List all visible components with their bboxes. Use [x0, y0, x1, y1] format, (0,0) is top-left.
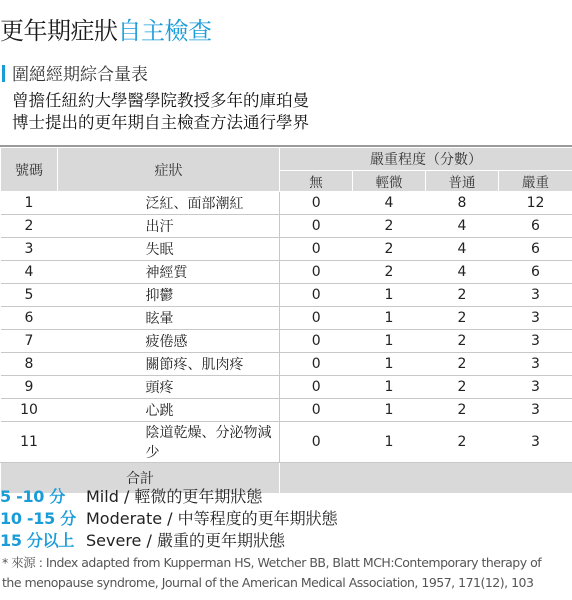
row-score: 2 [426, 399, 499, 422]
row-score: 0 [280, 422, 353, 463]
row-score: 2 [426, 353, 499, 376]
row-score: 8 [426, 192, 499, 215]
row-score: 1 [353, 330, 426, 353]
row-number: 7 [1, 330, 58, 353]
row-symptom: 陰道乾燥、分泌物減少 [58, 422, 280, 463]
row-score: 2 [353, 261, 426, 284]
subtitle-text: 圍絕經期綜合量表 [12, 65, 148, 85]
row-score: 2 [426, 376, 499, 399]
row-score: 2 [426, 284, 499, 307]
source-note [2, 553, 541, 593]
row-score: 2 [426, 330, 499, 353]
row-number: 4 [1, 261, 58, 284]
row-score: 2 [426, 307, 499, 330]
source-line: the menopause syndrome, Journal of the American Medical Association, 1957, 171(12), 103 [2, 575, 534, 590]
header-level-none: 無 [280, 171, 353, 192]
row-score: 0 [280, 307, 353, 330]
row-score: 4 [426, 215, 499, 238]
description-line: 曾擔任紐約大學醫學院教授多年的庫珀曼 [12, 91, 309, 110]
row-score: 0 [280, 376, 353, 399]
row-score: 0 [280, 399, 353, 422]
legend-label: Moderate / 中等程度的更年期狀態 [86, 509, 338, 528]
row-number: 5 [1, 284, 58, 307]
row-number: 9 [1, 376, 58, 399]
row-symptom: 關節疼、肌肉疼 [58, 353, 280, 376]
row-score: 0 [280, 215, 353, 238]
table-row [1, 330, 572, 353]
row-score: 1 [353, 284, 426, 307]
header-level-moderate: 普通 [426, 171, 499, 192]
row-symptom: 出汗 [58, 215, 280, 238]
row-number: 10 [1, 399, 58, 422]
row-score: 4 [426, 261, 499, 284]
table-row [1, 238, 572, 261]
header-level-severe: 嚴重 [499, 171, 572, 192]
header-symptom: 症狀 [58, 148, 280, 192]
row-score: 0 [280, 192, 353, 215]
row-score: 0 [280, 261, 353, 284]
row-symptom: 抑鬱 [58, 284, 280, 307]
row-score: 1 [353, 376, 426, 399]
table-row [1, 284, 572, 307]
row-score: 3 [499, 330, 572, 353]
title-part-1: 更年期症狀 [0, 17, 118, 45]
row-score: 1 [353, 399, 426, 422]
score-legend [0, 486, 338, 552]
legend-range: 10 -15 分 [0, 509, 76, 528]
table-row [1, 307, 572, 330]
row-number: 3 [1, 238, 58, 261]
page-title [0, 16, 212, 46]
row-score: 3 [499, 399, 572, 422]
total-label: 合計 [1, 463, 280, 494]
header-number: 號碼 [1, 148, 58, 192]
row-score: 3 [499, 422, 572, 463]
row-score: 0 [280, 284, 353, 307]
header-level-mild: 輕微 [353, 171, 426, 192]
row-number: 6 [1, 307, 58, 330]
row-number: 1 [1, 192, 58, 215]
description-line: 博士提出的更年期自主檢查方法通行學界 [12, 113, 309, 132]
source-line: * 來源 : Index adapted from Kupperman HS, Wetcher BB, Blatt MCH:Contemporary therapy of [2, 555, 542, 570]
row-symptom: 失眠 [58, 238, 280, 261]
legend-row [0, 530, 338, 552]
row-score: 3 [499, 284, 572, 307]
row-score: 1 [353, 307, 426, 330]
row-score: 6 [499, 238, 572, 261]
table-row [1, 422, 572, 463]
row-number: 8 [1, 353, 58, 376]
row-symptom: 泛紅、面部潮紅 [58, 192, 280, 215]
row-symptom: 眩暈 [58, 307, 280, 330]
row-score: 4 [353, 192, 426, 215]
row-symptom: 頭疼 [58, 376, 280, 399]
description [12, 90, 309, 134]
table-body [1, 192, 572, 463]
row-symptom: 疲倦感 [58, 330, 280, 353]
row-score: 3 [499, 307, 572, 330]
table-row [1, 192, 572, 215]
row-symptom: 神經質 [58, 261, 280, 284]
row-score: 1 [353, 422, 426, 463]
legend-label: Mild / 輕微的更年期狀態 [86, 487, 263, 506]
row-score: 12 [499, 192, 572, 215]
subtitle [2, 64, 148, 86]
header-severity: 嚴重程度（分數） [280, 148, 572, 171]
table-row [1, 261, 572, 284]
row-score: 6 [499, 215, 572, 238]
row-score: 0 [280, 330, 353, 353]
kupperman-table [0, 147, 572, 494]
table-row [1, 399, 572, 422]
table-row [1, 376, 572, 399]
legend-range: 5 -10 分 [0, 487, 66, 506]
row-score: 2 [353, 215, 426, 238]
legend-range: 15 分以上 [0, 531, 75, 550]
table-row [1, 353, 572, 376]
title-part-2: 自主檢查 [117, 17, 212, 45]
row-score: 2 [426, 422, 499, 463]
row-score: 4 [426, 238, 499, 261]
legend-label: Severe / 嚴重的更年期狀態 [86, 531, 285, 550]
row-score: 0 [280, 238, 353, 261]
row-symptom: 心跳 [58, 399, 280, 422]
subtitle-accent-bar [2, 65, 5, 82]
row-score: 3 [499, 376, 572, 399]
row-score: 1 [353, 353, 426, 376]
legend-row [0, 486, 338, 508]
row-score: 2 [353, 238, 426, 261]
row-score: 0 [280, 353, 353, 376]
legend-row [0, 508, 338, 530]
table-row [1, 215, 572, 238]
row-number: 11 [1, 422, 58, 463]
row-score: 3 [499, 353, 572, 376]
row-score: 6 [499, 261, 572, 284]
row-number: 2 [1, 215, 58, 238]
